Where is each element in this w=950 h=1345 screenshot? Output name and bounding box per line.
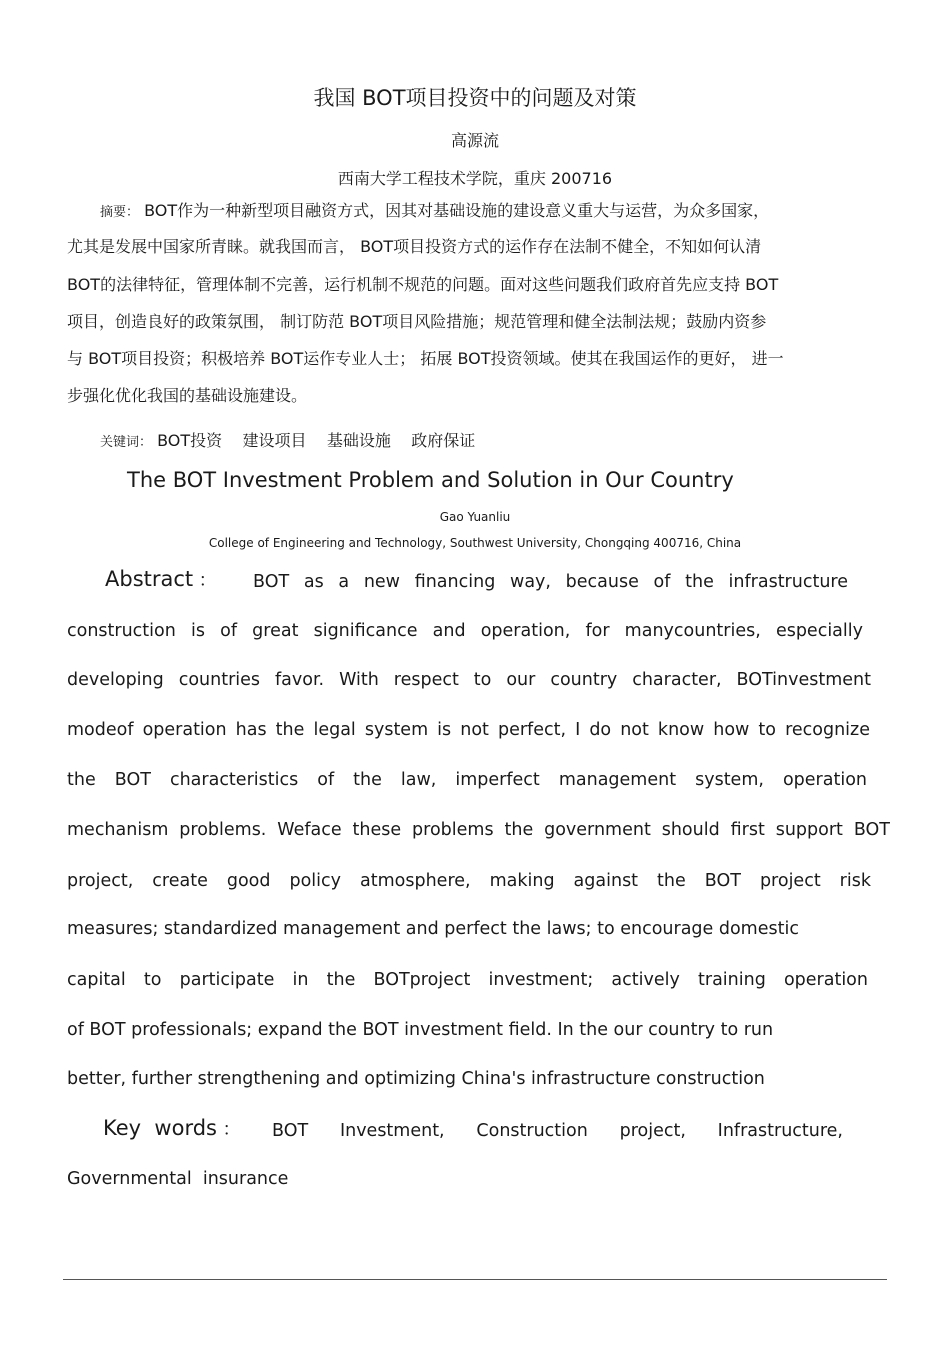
chinese-keywords-text: BOT投资 建设项目 基础设施 政府保证 <box>157 431 476 450</box>
chinese-abstract-first-line <box>100 198 769 221</box>
english-abstract-line: of BOT professionals; expand the BOT investment field. In the our country to run <box>67 1020 774 1040</box>
english-abstract-line: project, create good policy atmosphere, making against the BOT project risk <box>67 871 871 891</box>
english-abstract-first-line <box>105 567 216 592</box>
chinese-keywords <box>100 428 475 451</box>
chinese-abstract-label: 摘要： <box>100 205 140 220</box>
english-keywords-label: Key words <box>103 1116 217 1140</box>
english-abstract-label: Abstract <box>105 567 194 591</box>
chinese-author: 高源流 <box>450 131 499 150</box>
english-keywords-line: BOT Investment, Construction project, Infrastructure, <box>272 1121 843 1141</box>
chinese-abstract-line: 与 BOT项目投资；积极培养 BOT运作专业人士； 拓展 BOT投资领域。使其在我国运作的更好， 进一 <box>67 349 784 368</box>
english-abstract-line: measures; standardized management and perfect the laws; to encourage domestic <box>67 919 799 939</box>
footer-divider <box>63 1279 887 1280</box>
english-title: The BOT Investment Problem and Solution in Our Country <box>127 468 734 492</box>
english-abstract-line: developing countries favor. With respect to our country character, BOTinvestment <box>67 670 871 690</box>
chinese-abstract-line: 尤其是发展中国家所青睐。就我国而言， BOT项目投资方式的运作存在法制不健全，不知如何认清 <box>67 237 762 256</box>
chinese-title: 我国 BOT项目投资中的问题及对策 <box>313 86 637 110</box>
english-abstract-colon: ： <box>198 571 217 591</box>
english-abstract-line: construction is of great significance and operation, for manycountries, especially <box>67 621 863 641</box>
chinese-abstract-line: 项目，创造良好的政策氛围， 制订防范 BOT项目风险措施；规范管理和健全法制法规；鼓励内资参 <box>67 312 767 331</box>
chinese-abstract-line: BOT的法律特征，管理体制不完善，运行机制不规范的问题。面对这些问题我们政府首先应支持 BOT <box>67 275 779 294</box>
english-affiliation: College of Engineering and Technology, Southwest University, Chongqing 400716, China <box>208 536 742 550</box>
english-abstract-line: mechanism problems. Weface these problems the government should first support BOT <box>67 820 890 840</box>
english-keywords-colon: ： <box>222 1120 241 1140</box>
english-abstract-line: BOT as a new financing way, because of the infrastructure <box>253 572 848 592</box>
english-keywords-line: Governmental insurance <box>67 1169 289 1189</box>
english-keywords-label-group <box>103 1116 240 1141</box>
chinese-abstract-line: BOT作为一种新型项目融资方式，因其对基础设施的建设意义重大与运营，为众多国家， <box>144 201 770 220</box>
english-abstract-line: better, further strengthening and optimizing China's infrastructure construction <box>67 1069 765 1089</box>
chinese-keywords-label: 关键词： <box>100 435 153 450</box>
chinese-affiliation: 西南大学工程技术学院，重庆 200716 <box>337 169 613 188</box>
english-author: Gao Yuanliu <box>439 510 511 524</box>
english-abstract-line: capital to participate in the BOTproject investment; actively training operation <box>67 970 868 990</box>
chinese-abstract-line: 步强化优化我国的基础设施建设。 <box>67 386 308 405</box>
english-abstract-line: modeof operation has the legal system is not perfect, I do not know how to recognize <box>67 720 870 740</box>
english-abstract-line: the BOT characteristics of the law, imperfect management system, operation <box>67 770 867 790</box>
